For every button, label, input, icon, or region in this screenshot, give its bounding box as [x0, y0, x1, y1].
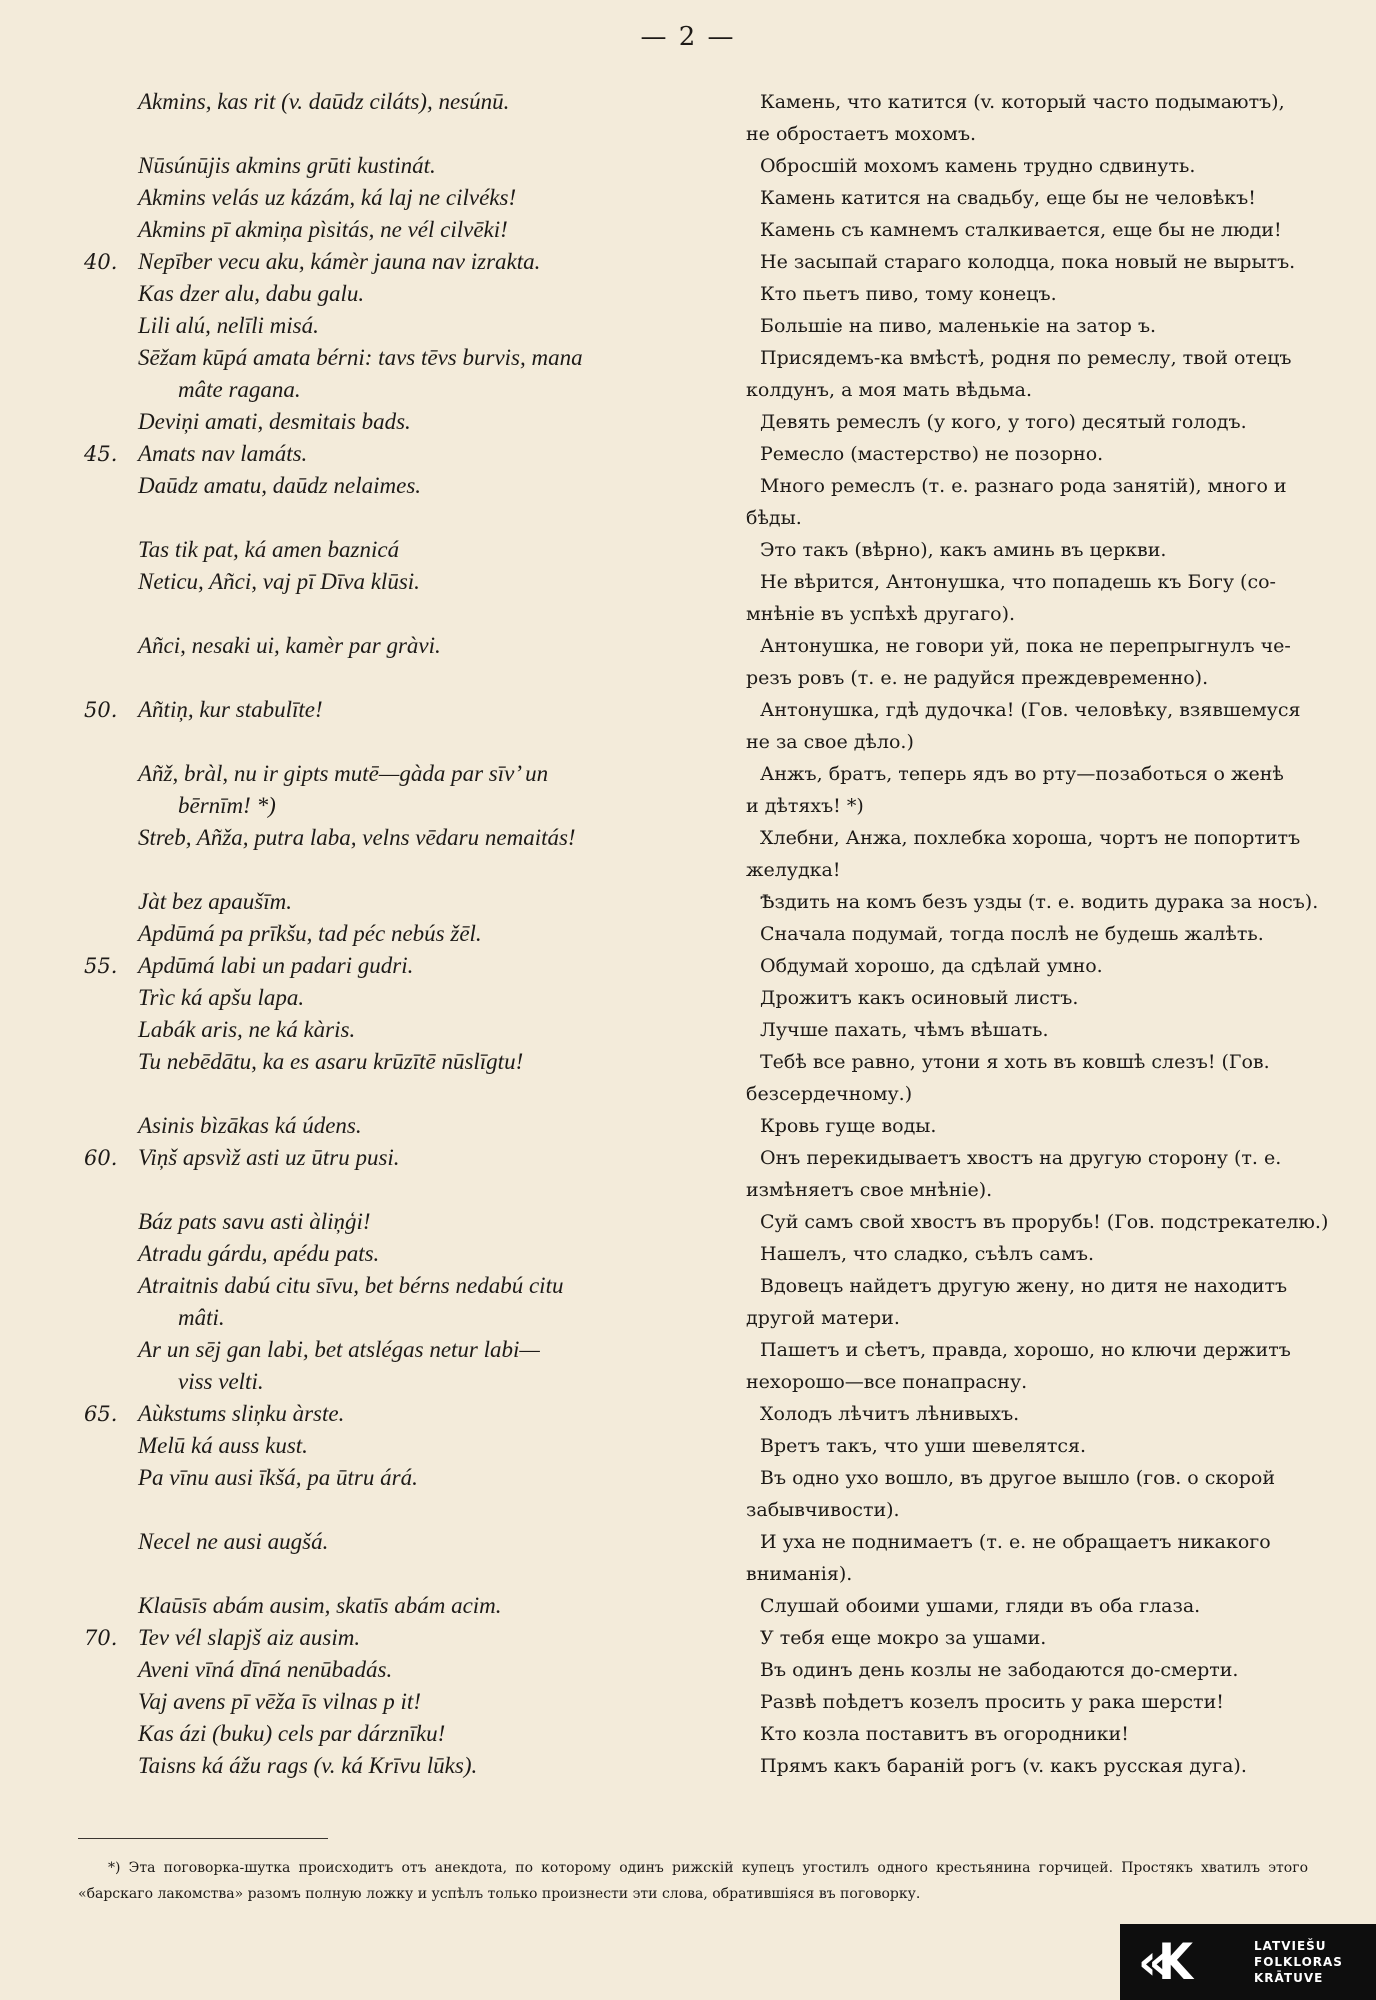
russian-line: Девять ремеслъ (у кого, у того) десятый голодъ. [760, 411, 1247, 433]
proverb-row [0, 950, 1376, 982]
latvian-proverb [138, 822, 698, 854]
russian-line: Ѣздить на комъ безъ узды (т. е. водить дурака за носъ). [760, 891, 1319, 913]
latvian-proverb [138, 150, 698, 182]
russian-line: Камень, что катится (v. который часто подымаютъ), [760, 91, 1285, 113]
proverb-row [0, 438, 1376, 470]
russian-line: мнѣніе въ успѣхѣ другаго). [746, 603, 1016, 625]
latvian-line: Nepīber vecu aku, kámèr jauna nav izrakta. [138, 249, 541, 274]
russian-line: вниманія). [746, 1563, 853, 1585]
russian-translation [746, 342, 1364, 406]
russian-line: не обростаетъ мохомъ. [746, 123, 977, 145]
russian-line: Холодъ лѣчитъ лѣнивыхъ. [760, 1403, 1020, 1425]
russian-line: Нашелъ, что сладко, съѣлъ самъ. [760, 1243, 1094, 1265]
russian-translation [746, 1590, 1364, 1622]
russian-translation [746, 950, 1364, 982]
latvian-proverb [138, 278, 698, 310]
latvian-line: Aveni vīná dīná nenūbadás. [138, 1657, 393, 1682]
russian-line: Сначала подумай, тогда послѣ не будешь жалѣть. [760, 923, 1264, 945]
russian-translation [746, 438, 1364, 470]
proverb-number: 50. [84, 698, 118, 722]
proverb-row [0, 566, 1376, 630]
latvian-proverb [138, 182, 698, 214]
latvian-proverb [138, 534, 698, 566]
proverb-row [0, 694, 1376, 758]
russian-line: резъ ровъ (т. е. не радуйся преждевременно). [746, 667, 1209, 689]
proverb-row [0, 1046, 1376, 1110]
latvian-proverb [138, 214, 698, 246]
russian-line: Камень катится на свадьбу, еще бы не человѣкъ! [760, 187, 1256, 209]
proverb-row [0, 150, 1376, 182]
russian-line: бѣды. [746, 507, 802, 529]
latvian-line: Añtiņ, kur stabulīte! [138, 697, 323, 722]
proverb-row [0, 1462, 1376, 1526]
latvian-line: Aùkstums sliņku àrste. [138, 1401, 345, 1426]
latvian-proverb [138, 1270, 698, 1334]
russian-translation [746, 86, 1364, 150]
proverb-number: 60. [84, 1146, 118, 1170]
proverb-row [0, 310, 1376, 342]
latvian-proverb [138, 438, 698, 470]
russian-translation [746, 406, 1364, 438]
latvian-line: viss velti. [178, 1369, 264, 1394]
russian-line: другой матери. [746, 1307, 900, 1329]
proverb-row [0, 534, 1376, 566]
proverb-row [0, 246, 1376, 278]
latvian-line: Tas tik pat, ká amen baznicá [138, 537, 400, 562]
latvian-line: Kas ázi (buku) cels par dárznīku! [138, 1721, 446, 1746]
latvian-proverb [138, 1462, 698, 1494]
russian-translation [746, 694, 1364, 758]
latvian-proverb [138, 1686, 698, 1718]
latvian-line: mâte ragana. [178, 377, 301, 402]
latvian-line: Melū ká auss kust. [138, 1433, 308, 1458]
latvian-line: Akmins pī akmiņa pìsitás, ne vél cilvēki! [138, 217, 508, 242]
proverb-row [0, 278, 1376, 310]
latvian-line: mâti. [178, 1305, 225, 1330]
latvian-line: Labák aris, ne ká kàris. [138, 1017, 356, 1042]
proverb-row [0, 1430, 1376, 1462]
latvian-line: Viņš apsvìž asti uz ūtru pusi. [138, 1145, 400, 1170]
archive-logo-line: FOLKLORAS [1254, 1955, 1343, 1969]
russian-line: Много ремеслъ (т. е. разнаго рода занятій), много и [760, 475, 1287, 497]
archive-logo [1120, 1924, 1376, 2000]
proverb-rows [0, 86, 1376, 1782]
latvian-line: Akmins, kas rit (v. daūdz ciláts), nesúnū. [138, 89, 510, 114]
russian-translation [746, 822, 1364, 886]
russian-line: Кто козла поставитъ въ огородники! [760, 1723, 1129, 1745]
proverb-number: 55. [84, 954, 118, 978]
russian-line: Кто пьетъ пиво, тому конецъ. [760, 283, 1057, 305]
latvian-line: Necel ne ausi augšá. [138, 1529, 329, 1554]
latvian-proverb [138, 1654, 698, 1686]
latvian-proverb [138, 1398, 698, 1430]
russian-line: Анжъ, братъ, теперь ядъ во рту—позаботься о женѣ [760, 763, 1284, 785]
latvian-line: Apdūmá labi un padari gudri. [138, 953, 414, 978]
latvian-proverb [138, 918, 698, 950]
russian-translation [746, 1430, 1364, 1462]
latvian-line: Jàt bez apaušīm. [138, 889, 292, 914]
latvian-proverb [138, 886, 698, 918]
latvian-proverb [138, 566, 698, 598]
latvian-line: bērnīm! *) [178, 793, 276, 818]
proverb-row [0, 1238, 1376, 1270]
latvian-line: Añž, bràl, nu ir gipts mutē—gàda par sīv’ un [138, 761, 549, 786]
russian-line: Кровь гуще воды. [760, 1115, 937, 1137]
latvian-proverb [138, 246, 698, 278]
russian-line: Большіе на пиво, маленькіе на затор ъ. [760, 315, 1157, 337]
russian-translation [746, 1142, 1364, 1206]
russian-line: Это такъ (вѣрно), какъ аминь въ церкви. [760, 539, 1167, 561]
latvian-proverb [138, 1526, 698, 1558]
proverb-row [0, 470, 1376, 534]
proverb-row [0, 1718, 1376, 1750]
archive-logo-line: LATVIEŠU [1254, 1939, 1327, 1953]
russian-line: Прямъ какъ бараній рогъ (v. какъ русская дуга). [760, 1755, 1247, 1777]
latvian-proverb [138, 1238, 698, 1270]
latvian-line: Amats nav lamáts. [138, 441, 308, 466]
russian-translation [746, 886, 1364, 918]
proverb-row [0, 1654, 1376, 1686]
russian-translation [746, 1110, 1364, 1142]
latvian-proverb [138, 950, 698, 982]
russian-line: Антонушка, гдѣ дудочка! (Гов. человѣку, взявшемуся [760, 699, 1301, 721]
russian-translation [746, 982, 1364, 1014]
latvian-line: Atradu gárdu, apédu pats. [138, 1241, 380, 1266]
russian-line: колдунъ, а моя мать вѣдьма. [746, 379, 1033, 401]
russian-line: не за свое дѣло.) [746, 731, 914, 753]
proverb-row [0, 918, 1376, 950]
latvian-line: Ar un sēj gan labi, bet atslégas netur labi— [138, 1337, 540, 1362]
latvian-proverb [138, 1014, 698, 1046]
proverb-row [0, 1686, 1376, 1718]
latvian-line: Taisns ká ážu rags (v. ká Krīvu lūks). [138, 1753, 478, 1778]
russian-line: желудка! [746, 859, 841, 881]
russian-translation [746, 1238, 1364, 1270]
archive-logo-mark: «K [1138, 1933, 1185, 1991]
russian-line: Тебѣ все равно, утони я хоть въ ковшѣ слезъ! (Гов. [760, 1051, 1270, 1073]
latvian-line: Nūsúnūjis akmins grūti kustinát. [138, 153, 436, 178]
latvian-proverb [138, 1590, 698, 1622]
latvian-line: Sēžam kūpá amata bérni: tavs tēvs burvis, mana [138, 345, 583, 370]
russian-line: нехорошо—все понапрасну. [746, 1371, 1028, 1393]
proverb-row [0, 758, 1376, 822]
russian-line: Вдовецъ найдетъ другую жену, но дитя не находитъ [760, 1275, 1288, 1297]
russian-translation [746, 1398, 1364, 1430]
proverb-number: 70. [84, 1626, 118, 1650]
russian-line: безсердечному.) [746, 1083, 913, 1105]
russian-line: Онъ перекидываетъ хвостъ на другую сторону (т. е. [760, 1147, 1282, 1169]
latvian-proverb [138, 86, 698, 118]
proverb-number: 40. [84, 250, 118, 274]
russian-translation [746, 630, 1364, 694]
russian-line: Хлебни, Анжа, похлебка хороша, чортъ не попортитъ [760, 827, 1301, 849]
proverb-row [0, 182, 1376, 214]
russian-translation [746, 1014, 1364, 1046]
russian-line: Развѣ поѣдетъ козелъ просить у рака шерсти! [760, 1691, 1224, 1713]
russian-line: забывчивости). [746, 1499, 900, 1521]
latvian-proverb [138, 470, 698, 502]
russian-line: Пашетъ и сѣетъ, правда, хорошо, но ключи держитъ [760, 1339, 1291, 1361]
russian-line: и дѣтяхъ! *) [746, 795, 864, 817]
russian-line: Не вѣрится, Антонушка, что попадешь къ Богу (со- [760, 571, 1276, 593]
proverb-number: 65. [84, 1402, 118, 1426]
latvian-line: Tu nebēdātu, ka es asaru krūzītē nūslīgtu! [138, 1049, 524, 1074]
russian-line: Обросшій мохомъ камень трудно сдвинуть. [760, 155, 1196, 177]
russian-line: Не засыпай стараго колодца, пока новый не вырытъ. [760, 251, 1296, 273]
latvian-proverb [138, 1430, 698, 1462]
russian-translation [746, 1622, 1364, 1654]
proverb-row [0, 214, 1376, 246]
russian-line: Обдумай хорошо, да сдѣлай умно. [760, 955, 1103, 977]
russian-line: Слушай обоими ушами, гляди въ оба глаза. [760, 1595, 1201, 1617]
russian-line: Вретъ такъ, что уши шевелятся. [760, 1435, 1087, 1457]
russian-translation [746, 534, 1364, 566]
latvian-line: Streb, Añža, putra laba, velns vēdaru nemaitás! [138, 825, 576, 850]
latvian-proverb [138, 310, 698, 342]
proverb-row [0, 1206, 1376, 1238]
proverb-row [0, 630, 1376, 694]
latvian-line: Akmins velás uz kázám, ká laj ne cilvéks! [138, 185, 517, 210]
proverb-row [0, 1526, 1376, 1590]
russian-translation [746, 1334, 1364, 1398]
russian-translation [746, 182, 1364, 214]
latvian-proverb [138, 1110, 698, 1142]
latvian-line: Trìc ká apšu lapa. [138, 985, 305, 1010]
russian-line: Ремесло (мастерство) не позорно. [760, 443, 1104, 465]
latvian-line: Añci, nesaki ui, kamèr par gràvi. [138, 633, 441, 658]
latvian-proverb [138, 1622, 698, 1654]
latvian-proverb [138, 1718, 698, 1750]
russian-line: Лучше пахать, чѣмъ вѣшать. [760, 1019, 1049, 1041]
page-number: — 2 — [640, 22, 736, 52]
archive-logo-text [1254, 1938, 1343, 1986]
latvian-line: Vaj avens pī vēža īs vilnas p it! [138, 1689, 421, 1714]
latvian-proverb [138, 758, 698, 822]
russian-translation [746, 1206, 1364, 1238]
russian-line: Присядемъ-ка вмѣстѣ, родня по ремеслу, твой отецъ [760, 347, 1292, 369]
russian-line: Дрожитъ какъ осиновый листъ. [760, 987, 1079, 1009]
proverb-row [0, 1334, 1376, 1398]
proverb-row [0, 982, 1376, 1014]
russian-line: Антонушка, не говори уй, пока не перепрыгнулъ че- [760, 635, 1291, 657]
latvian-line: Lili alú, nelīli misá. [138, 313, 319, 338]
proverb-number: 45. [84, 442, 118, 466]
latvian-proverb [138, 694, 698, 726]
proverb-row [0, 1014, 1376, 1046]
proverb-row [0, 886, 1376, 918]
russian-translation [746, 1654, 1364, 1686]
latvian-line: Atraitnis dabú citu sīvu, bet bérns nedabú citu [138, 1273, 564, 1298]
proverb-row [0, 342, 1376, 406]
russian-line: Камень съ камнемъ сталкивается, еще бы не люди! [760, 219, 1282, 241]
russian-line: Суй самъ свой хвостъ въ прорубь! (Гов. подстрекателю.) [760, 1211, 1329, 1233]
latvian-proverb [138, 1334, 698, 1398]
latvian-proverb [138, 1750, 698, 1782]
russian-translation [746, 1046, 1364, 1110]
russian-translation [746, 246, 1364, 278]
latvian-line: Klaūsīs abám ausim, skatīs abám acim. [138, 1593, 502, 1618]
russian-translation [746, 1526, 1364, 1590]
russian-line: измѣняетъ свое мнѣніе). [746, 1179, 993, 1201]
latvian-line: Daūdz amatu, daūdz nelaimes. [138, 473, 422, 498]
russian-translation [746, 1686, 1364, 1718]
proverb-row [0, 1270, 1376, 1334]
latvian-line: Deviņi amati, desmitais bads. [138, 409, 411, 434]
footnote: *) Эта поговорка-шутка происходитъ отъ анекдота, по которому одинъ рижскій купецъ угостилъ одного крестьянина горчицей. Простякъ хватилъ этого «барскаго лакомства» разомъ полную ложку и успѣлъ только произнести эти слова, обратившіяся въ поговорку. [78, 1860, 1308, 1902]
russian-translation [746, 1462, 1364, 1526]
russian-translation [746, 278, 1364, 310]
archive-logo-line: KRĀTUVE [1254, 1971, 1324, 1985]
latvian-proverb [138, 630, 698, 662]
latvian-line: Tev vél slapjš aiz ausim. [138, 1625, 361, 1650]
russian-line: Въ одно ухо вошло, въ другое вышло (гов. о скорой [760, 1467, 1275, 1489]
latvian-proverb [138, 1142, 698, 1174]
russian-line: Въ одинъ день козлы не забодаются до-смерти. [760, 1659, 1239, 1681]
proverb-row [0, 1750, 1376, 1782]
russian-translation [746, 566, 1364, 630]
latvian-line: Apdūmá pa prīkšu, tad péc nebús žēl. [138, 921, 482, 946]
proverb-row [0, 1110, 1376, 1142]
russian-line: У тебя еще мокро за ушами. [760, 1627, 1047, 1649]
russian-translation [746, 758, 1364, 822]
proverb-row [0, 1142, 1376, 1206]
russian-translation [746, 1718, 1364, 1750]
proverb-row [0, 406, 1376, 438]
russian-translation [746, 310, 1364, 342]
latvian-proverb [138, 1206, 698, 1238]
proverb-row [0, 822, 1376, 886]
russian-translation [746, 1270, 1364, 1334]
latvian-line: Neticu, Añci, vaj pī Dīva klūsi. [138, 569, 420, 594]
latvian-line: Asinis bìzākas ká údens. [138, 1113, 362, 1138]
russian-translation [746, 1750, 1364, 1782]
proverb-row [0, 1622, 1376, 1654]
latvian-line: Báz pats savu asti àliņģi! [138, 1209, 371, 1234]
russian-translation [746, 214, 1364, 246]
latvian-line: Pa vīnu ausi īkšá, pa ūtru árá. [138, 1465, 418, 1490]
russian-translation [746, 470, 1364, 534]
latvian-proverb [138, 982, 698, 1014]
proverb-row [0, 1590, 1376, 1622]
russian-translation [746, 150, 1364, 182]
proverb-row [0, 86, 1376, 150]
latvian-proverb [138, 406, 698, 438]
russian-line: И уха не поднимаетъ (т. е. не обращаетъ никакого [760, 1531, 1271, 1553]
latvian-line: Kas dzer alu, dabu galu. [138, 281, 365, 306]
russian-translation [746, 918, 1364, 950]
latvian-proverb [138, 1046, 698, 1078]
latvian-proverb [138, 342, 698, 406]
proverb-row [0, 1398, 1376, 1430]
footnote-rule [78, 1838, 328, 1839]
